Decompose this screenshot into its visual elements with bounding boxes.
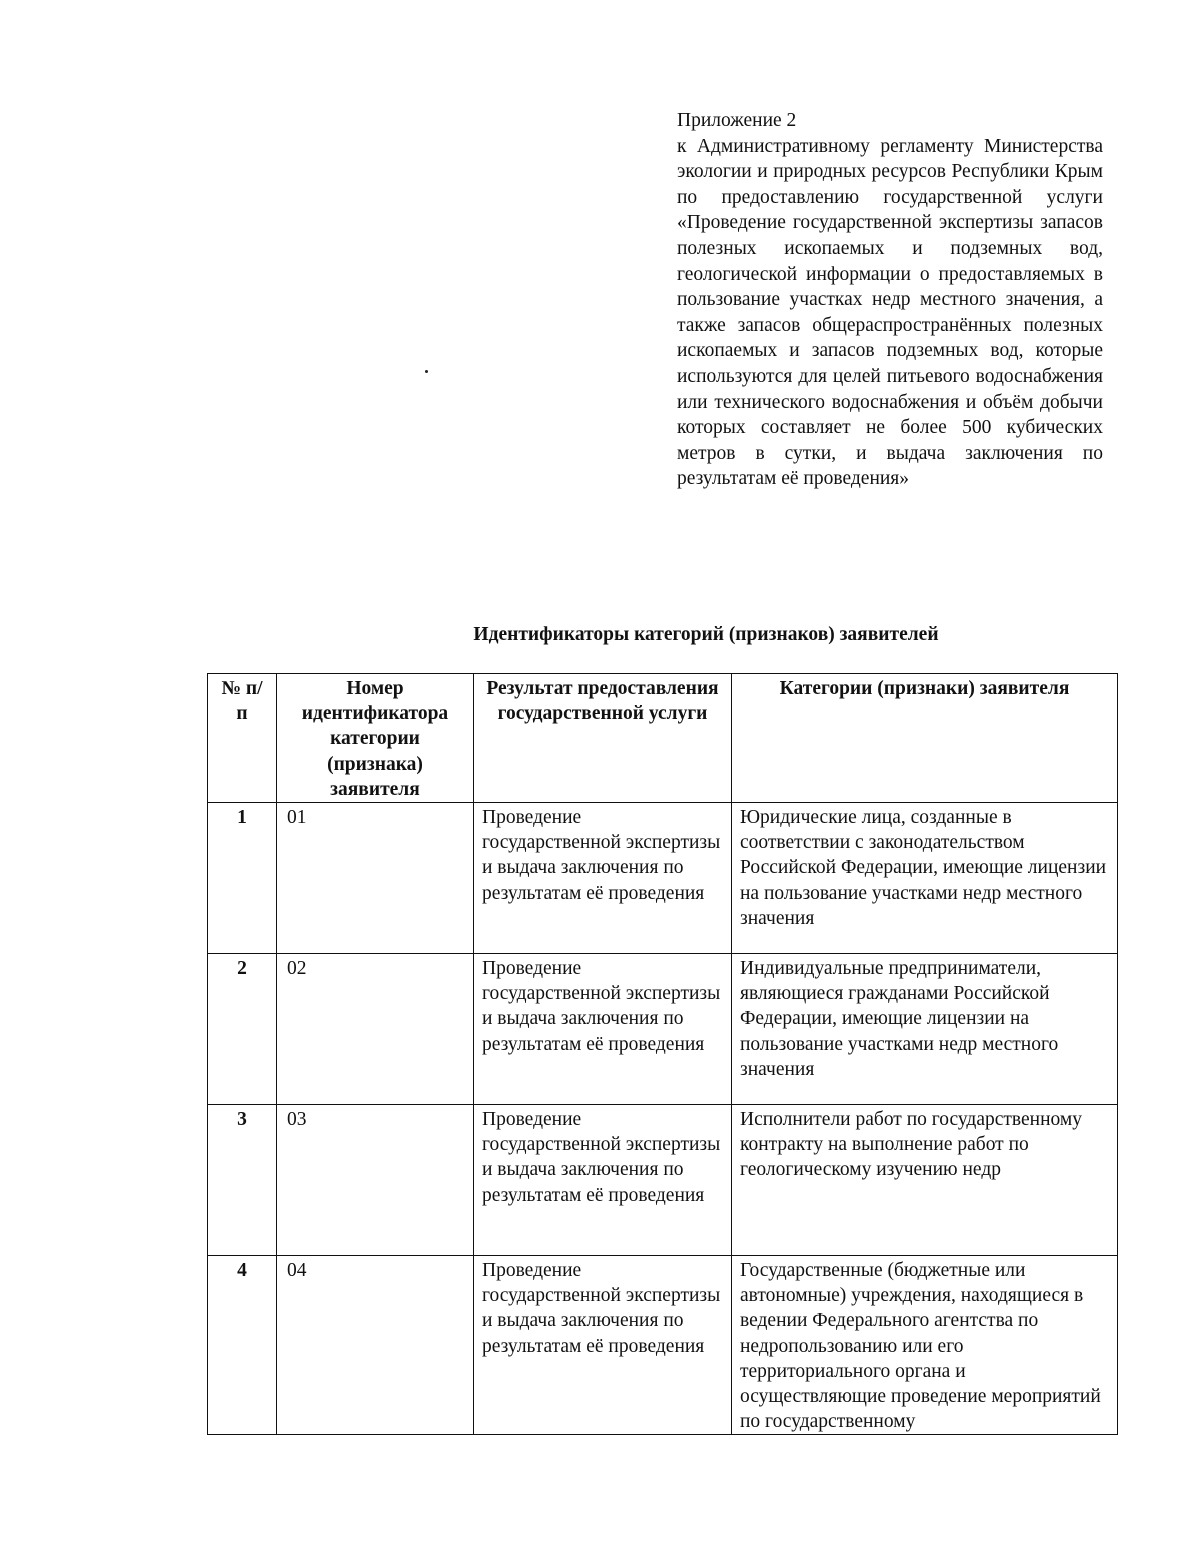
table-header-row	[208, 674, 1118, 803]
row-category: Индивидуальные предприниматели, являющиеся гражданами Российской Федерации, имеющие лицензии на пользование участками недр местного значения	[732, 954, 1118, 1105]
row-category: Юридические лица, созданные в соответствии с законодательством Российской Федерации, имеющие лицензии на пользование участками недр местного значения	[732, 803, 1118, 954]
table-row	[208, 1105, 1118, 1256]
appendix-title: Приложение 2	[677, 110, 797, 131]
row-number: 4	[208, 1256, 277, 1435]
row-number: 1	[208, 803, 277, 954]
row-identifier: 02	[277, 954, 474, 1105]
applicant-categories-table	[207, 673, 1118, 1435]
row-result: Проведение государственной экспертизы и выдача заключения по результатам её проведения	[474, 803, 732, 954]
row-identifier: 01	[277, 803, 474, 954]
stray-mark	[425, 370, 428, 373]
row-category: Исполнители работ по государственному контракту на выполнение работ по геологическому изучению недр	[732, 1105, 1118, 1256]
table-heading: Идентификаторы категорий (признаков) заявителей	[473, 624, 939, 645]
table-row	[208, 1256, 1118, 1435]
row-category: Государственные (бюджетные или автономные) учреждения, находящиеся в ведении Федерального агентства по недропользованию или его территориального органа и осуществляющие проведение мероприятий по государственному	[732, 1256, 1118, 1435]
table-row	[208, 803, 1118, 954]
row-result: Проведение государственной экспертизы и выдача заключения по результатам её проведения	[474, 1105, 732, 1256]
row-number: 3	[208, 1105, 277, 1256]
appendix-block	[677, 108, 1103, 492]
row-identifier: 03	[277, 1105, 474, 1256]
header-category: Категории (признаки) заявителя	[732, 674, 1118, 803]
row-result: Проведение государственной экспертизы и выдача заключения по результатам её проведения	[474, 1256, 732, 1435]
row-identifier: 04	[277, 1256, 474, 1435]
table-row	[208, 954, 1118, 1105]
header-result: Результат предоставления государственной услуги	[474, 674, 732, 803]
appendix-body: к Административному регламенту Министерства экологии и природных ресурсов Республики Крым по предоставлению государственной услуги «Проведение государственной экспертизы запасов полезных ископаемых и подземных вод, геологической информации о предоставляемых в пользование участках недр местного значения, а также запасов общераспространённых полезных ископаемых и запасов подземных вод, которые используются для целей питьевого водоснабжения или технического водоснабжения и объём добычи которых составляет не более 500 кубических метров в сутки, и выдача заключения по результатам её проведения»	[677, 135, 1103, 490]
row-result: Проведение государственной экспертизы и выдача заключения по результатам её проведения	[474, 954, 732, 1105]
header-identifier: Номер идентификатора категории (признака) заявителя	[277, 674, 474, 803]
header-number: № п/п	[208, 674, 277, 803]
row-number: 2	[208, 954, 277, 1105]
